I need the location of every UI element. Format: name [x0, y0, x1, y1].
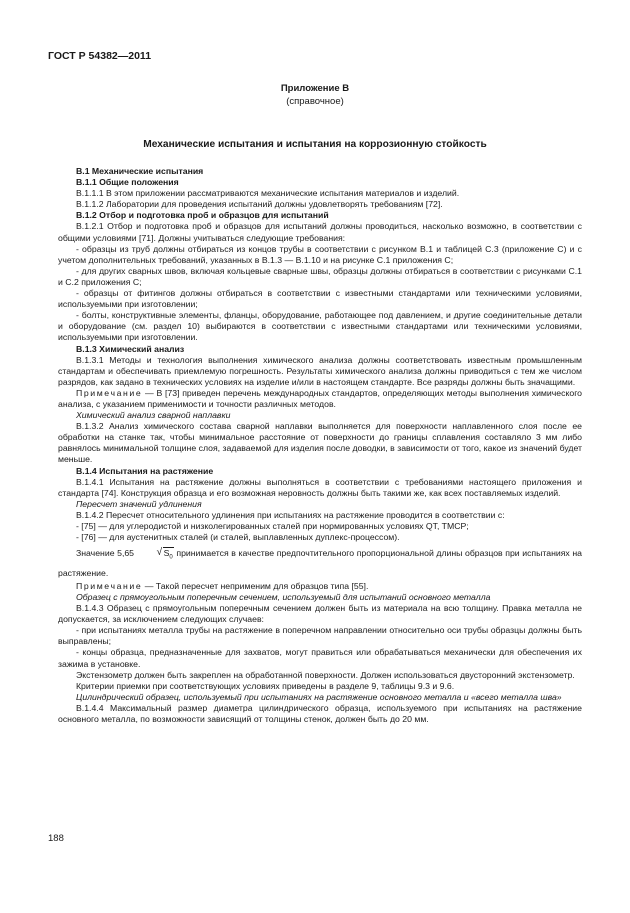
page-number: 188	[48, 833, 64, 844]
body-paragraph: - образцы от фитингов должны отбираться в соответствии с известными стандартами или техническими условиями, используемыми при изготовлении;	[58, 288, 582, 310]
document-body	[58, 166, 582, 725]
standard-header: ГОСТ Р 54382—2011	[48, 50, 152, 62]
body-paragraph: Критерии приемки при соответствующих условиях приведены в разделе 9, таблицы 9.3 и 9.6.	[76, 680, 455, 691]
formula-lead-text: Значение 5,65	[76, 548, 135, 559]
body-paragraph: В.1.3.1 Методы и технология выполнения химического анализа должны соответствовать известным промышленным стандартам и обеспечивать приемлемую погрешность. Результаты химического анализа должны приводиться с тем же числом разрядов, как задано в технических условиях на изделие и/или в настоящем стандарте. Все разряды должны быть значащими.	[58, 354, 582, 387]
body-paragraph: - для других сварных швов, включая кольцевые сварные швы, образцы должны отбираться в соответствии с рисунками С.1 и С.2 приложения С;	[58, 265, 582, 287]
body-paragraph: - при испытаниях металла трубы на растяжение в поперечном направлении относительно оси трубы образцы должны быть выправлены;	[58, 625, 582, 647]
italic-subheading: Химический анализ сварной наплавки	[76, 410, 231, 421]
subsection-heading: В.1.4 Испытания на растяжение	[76, 465, 214, 476]
formula-trail-text: принимается в качестве предпочтительного пропорциональной длины образцов при испытаниях на растяжение.	[58, 548, 582, 578]
note-paragraph	[58, 388, 582, 410]
radicand-symbol: S	[163, 548, 170, 559]
body-paragraph: В.1.2.1 Отбор и подготовка проб и образцов для испытаний должны проводиться, насколько возможно, в соответствии с общими условиями [71]. Должны учитываться следующие требования:	[58, 221, 582, 243]
annex-heading	[0, 82, 630, 108]
italic-subheading: Пересчет значений удлинения	[76, 498, 202, 509]
body-paragraph: В.1.4.1 Испытания на растяжение должны выполняться в соответствии с требованиями настоящего приложения и стандарта [74]. Конструкция образца и его возможная неровность должны быть такими же, как всех поставляемых изделий.	[58, 476, 582, 498]
note-paragraph	[58, 581, 582, 592]
body-paragraph: - концы образца, предназначенные для захватов, могут правиться или обрабатываться механически для обеспечения их зажима в установке.	[58, 647, 582, 669]
subsection-heading: В.1 Механические испытания	[76, 166, 204, 176]
note-text: — Такой пересчет неприменим для образцов типа [55].	[142, 580, 369, 591]
body-paragraph: - болты, конструктивные элементы, фланцы, оборудование, работающее под давлением, и другие соединительные детали и оборудование (см. раздел 10) выбираются в соответствии с известными стандартами или техническими условиями, используемыми при изготовлении.	[58, 310, 582, 343]
annex-note: (справочное)	[286, 96, 344, 107]
body-paragraph: В.1.3.2 Анализ химического состава сварной наплавки выполняется для поверхности наплавленного слоя после ее обработки на станке так, чтобы минимальное расстояние от поверхности до границы сплавления составляло 3 мм либо равнялось минимальной толщине слоя, задаваемой для изделия после доводки, в зависимости от того, какое из значений будет меньше.	[58, 421, 582, 465]
annex-title: Приложение В	[280, 83, 350, 94]
subsection-heading: В.1.1 Общие положения	[76, 177, 179, 188]
body-paragraph: В.1.4.3 Образец с прямоугольным поперечным сечением должен быть из материала на всю толщину. Правка металла не допускается, за исключением следующих случаев:	[58, 603, 582, 625]
italic-subheading: Образец с прямоугольным поперечным сечением, используемый для испытаний основного металла	[76, 592, 491, 603]
formula-paragraph	[58, 546, 582, 581]
root-sign-icon: √	[156, 547, 163, 559]
radicand	[163, 547, 174, 561]
body-paragraph: Экстензометр должен быть закреплен на обработанной поверхности. Должен использоваться двусторонний экстензометр.	[76, 669, 575, 680]
body-paragraph: В.1.1.1 В этом приложении рассматриваются механические испытания материалов и изделий.	[76, 188, 460, 199]
body-paragraph: В.1.1.2 Лаборатории для проведения испытаний должны удовлетворять требованиям [72].	[76, 199, 443, 210]
body-paragraph: В.1.4.4 Максимальный размер диаметра цилиндрического образца, используемого при испытаниях на растяжение основного металла, по возможности зависящий от толщины стенок, должен быть до 20 мм.	[58, 702, 582, 725]
body-paragraph: - [76] — для аустенитных сталей (и сталей, выплавленных дуплекс-процессом).	[76, 532, 400, 543]
body-paragraph: - образцы из труб должны отбираться из концов трубы в соответствии с рисунком В.1 и таблицей С.3 (приложение С) и с учетом дополнительных требований, указанных в В.1.3 — В.1.10 и на рисунке С.1 приложения С;	[58, 243, 582, 265]
italic-subheading: Цилиндрический образец, используемый при испытаниях на растяжение основного металла и «всего металла шва»	[76, 691, 562, 702]
note-text: — В [73] приведен перечень международных стандартов, определяющих методы выполнения химического анализа, с указанием применимости и точности различных методов.	[58, 387, 582, 409]
body-paragraph: В.1.4.2 Пересчет относительного удлинения при испытаниях на растяжение проводится в соответствии с:	[76, 509, 505, 520]
subsection-heading: В.1.2 Отбор и подготовка проб и образцов для испытаний	[76, 210, 329, 221]
note-label: Примечание	[76, 580, 143, 591]
section-title: Механические испытания и испытания на коррозионную стойкость	[143, 139, 487, 150]
subsection-heading: В.1.3 Химический анализ	[76, 343, 185, 354]
radicand-subscript: 0	[169, 554, 173, 561]
body-paragraph: - [75] — для углеродистой и низколегированных сталей при нормированных условиях QT, TMCP;	[76, 521, 469, 531]
square-root-formula	[139, 546, 174, 566]
note-label: Примечание	[76, 387, 143, 398]
